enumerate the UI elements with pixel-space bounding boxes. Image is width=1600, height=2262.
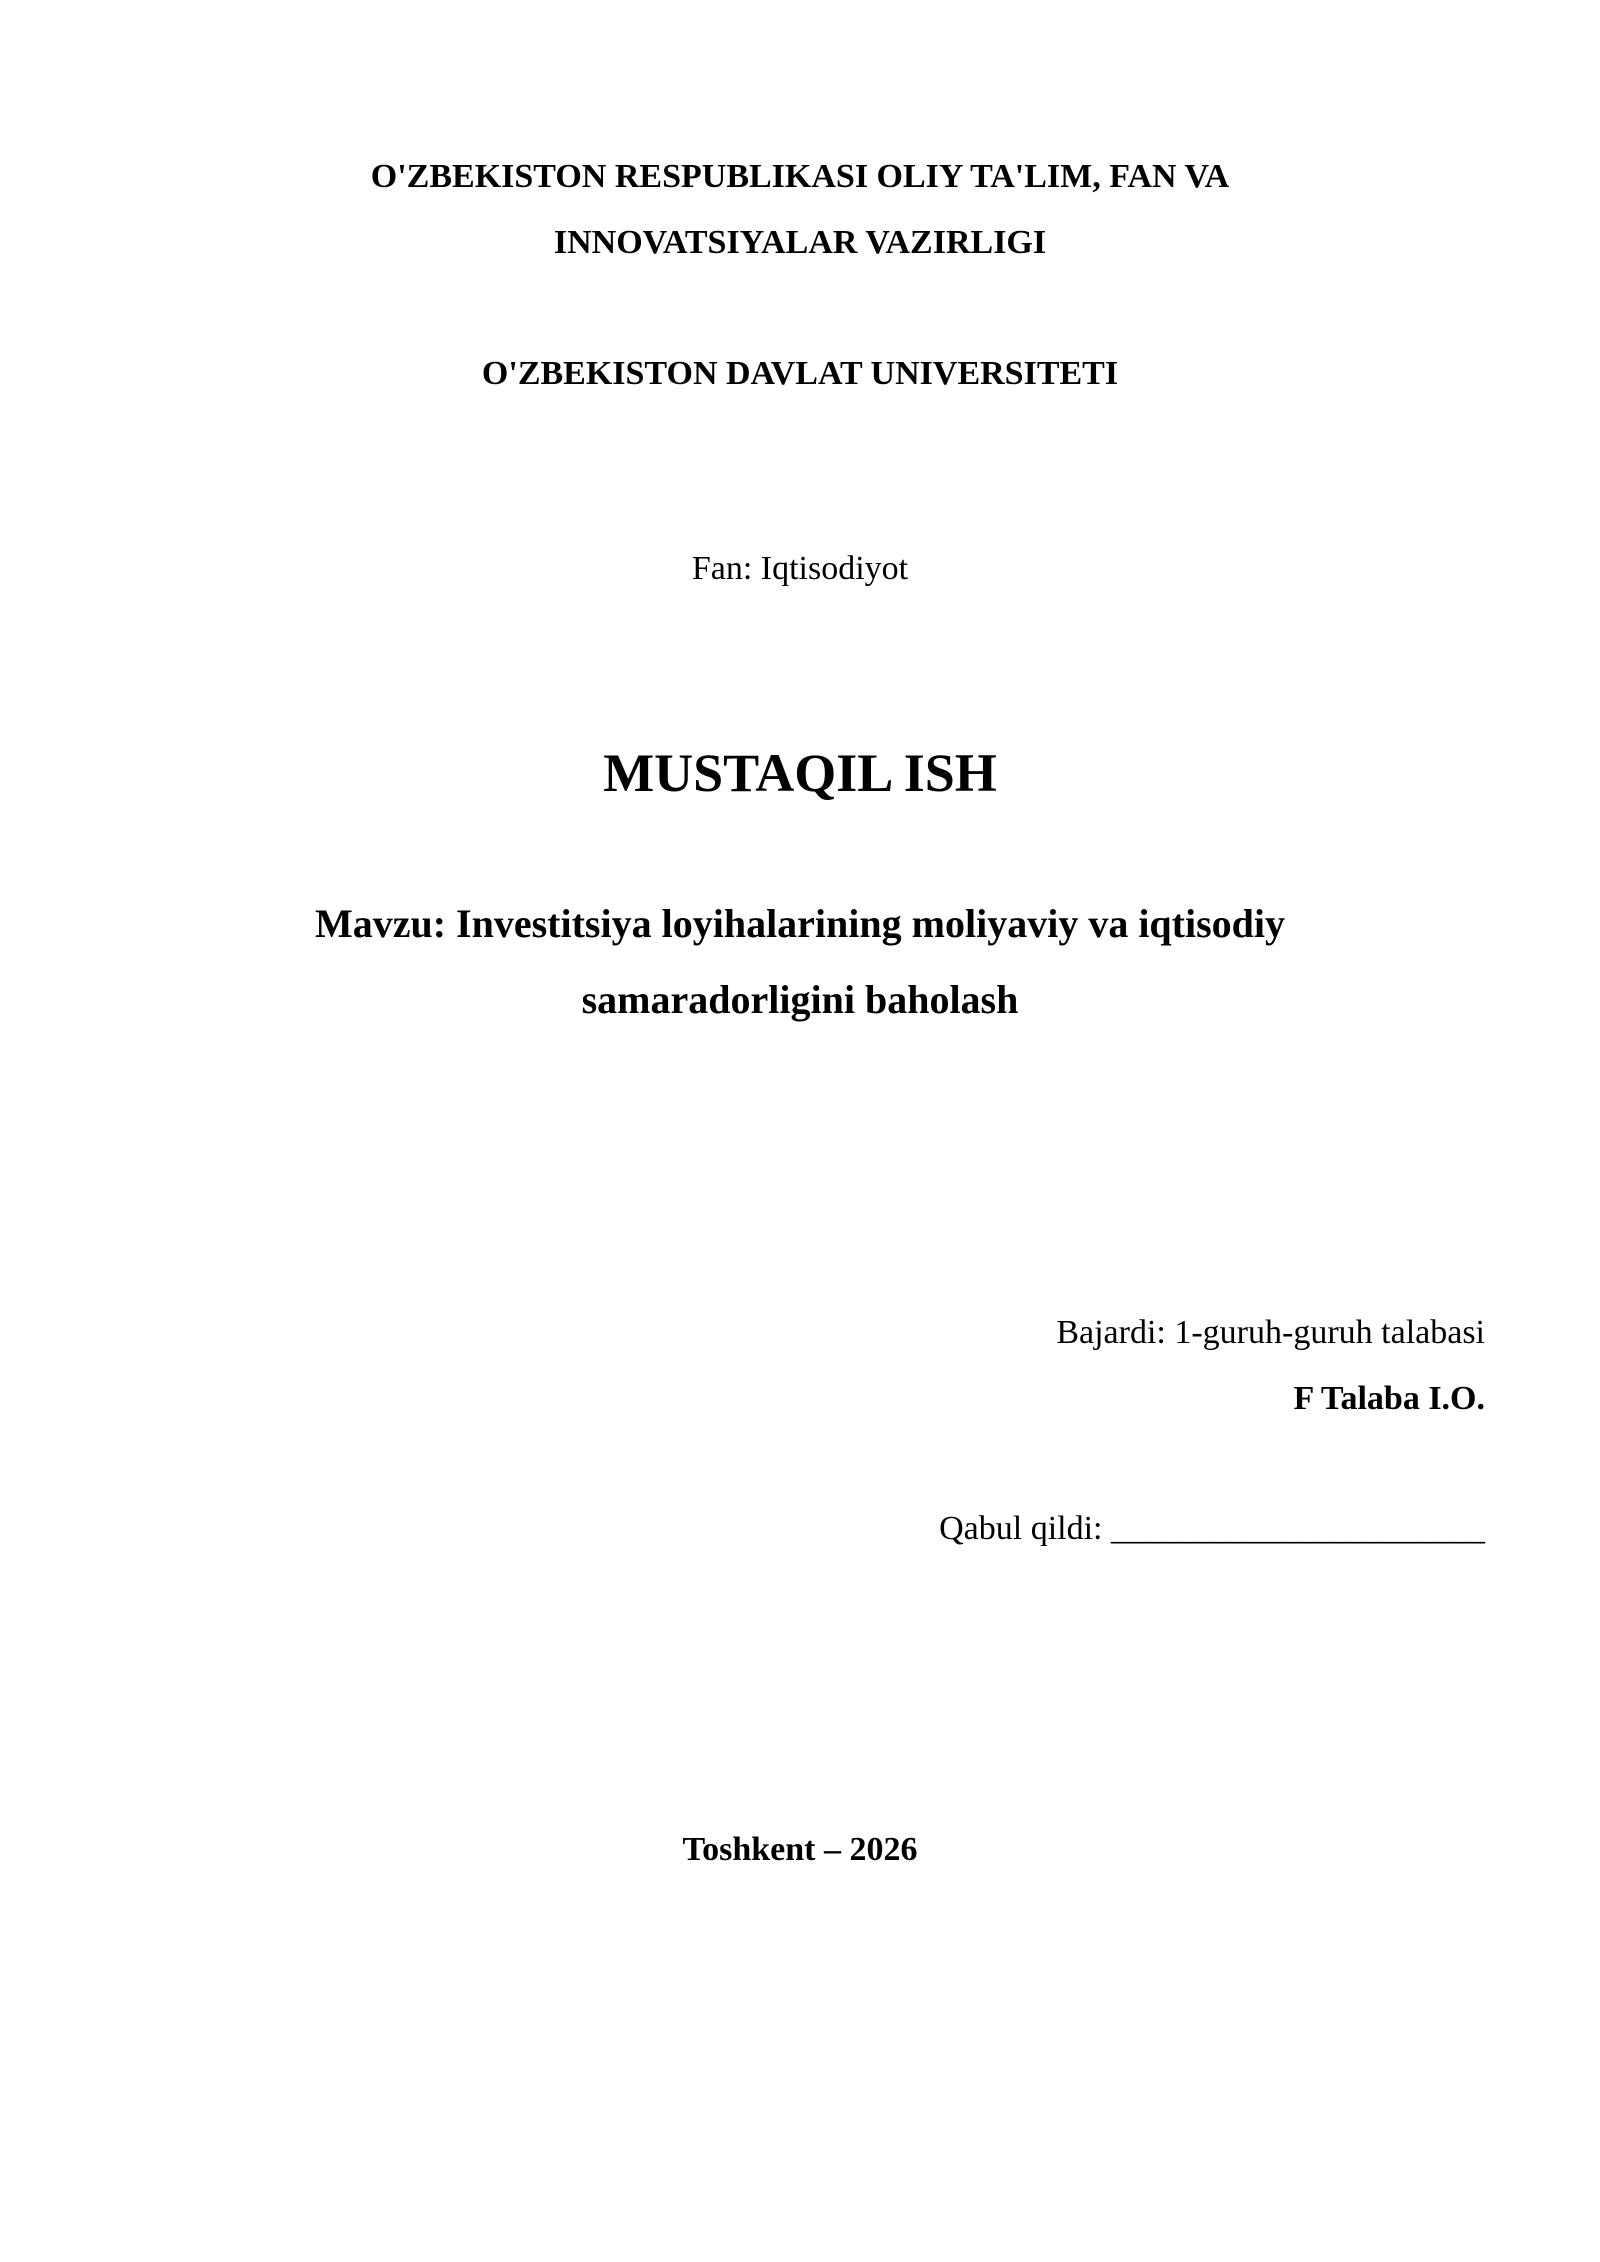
performed-by-line: Bajardi: 1-guruh-guruh talabasi [1056, 1314, 1485, 1351]
ministry-name-line-1: O'ZBEKISTON RESPUBLIKASI OLIY TA'LIM, FAN VA [370, 158, 1230, 195]
ministry-name-line-2: INNOVATSIYALAR VAZIRLIGI [553, 224, 1047, 261]
university-name: O'ZBEKISTON DAVLAT UNIVERSITETI [481, 355, 1119, 392]
student-name: F Talaba I.O. [1293, 1380, 1485, 1417]
topic-line-2: samaradorligini baholash [581, 977, 1019, 1022]
topic-line-1: Mavzu: Investitsiya loyihalarining moliyaviy va iqtisodiy [314, 901, 1286, 946]
accepted-by-line: Qabul qildi: ______________________ [939, 1510, 1485, 1547]
document-title: MUSTAQIL ISH [603, 743, 997, 803]
city-year: Toshkent – 2026 [682, 1831, 918, 1868]
subject-line: Fan: Iqtisodiyot [691, 550, 909, 587]
